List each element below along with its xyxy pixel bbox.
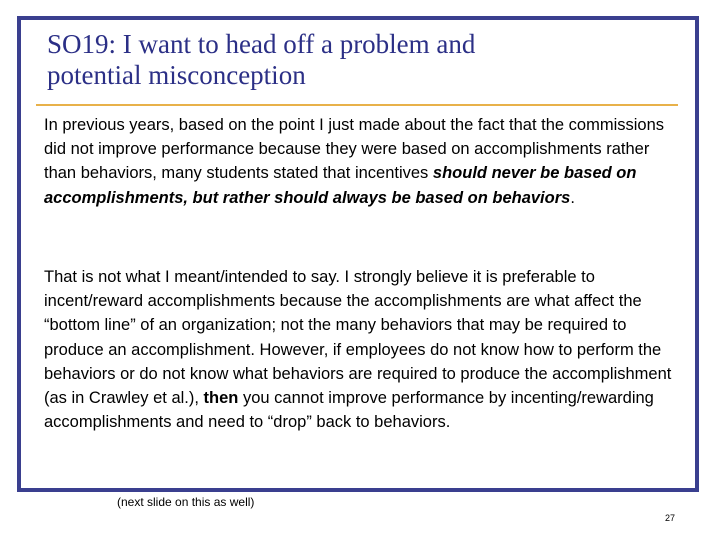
paragraph-1-emphasis: should never be based on accomplishments, but rather should always be based on behaviors: [44, 164, 637, 207]
footnote: (next slide on this as well): [117, 495, 255, 509]
paragraph-1: [44, 113, 684, 210]
paragraph-1-tail: .: [570, 188, 575, 207]
paragraph-1-lead: In previous years, based on the point I just made about the fact that the commissions did not improve performance because they were based on accomplishments rather than behaviors, many students stated that incentives: [44, 116, 665, 183]
slide-title: [47, 29, 667, 91]
paragraph-2-tail: you cannot improve performance by incenting/rewarding accomplishments and need to “drop” back to behaviors.: [44, 389, 654, 432]
slide-title-line-2: potential misconception: [47, 60, 306, 90]
title-divider: [36, 104, 678, 106]
paragraph-2-lead: That is not what I meant/intended to say. I strongly believe it is preferable to incent/reward accomplishments because the accomplishments are what affect the “bottom line” of an organization; not the many behaviors that may be required to produce an accomplishment. However, if employees do not know how to perform the behaviors or do not know what behaviors are required to produce the accomplishment (as in Crawley et al.),: [44, 268, 672, 408]
paragraph-2: [44, 265, 684, 434]
page-number: 27: [665, 513, 676, 523]
slide-title-line-1: SO19: I want to head off a problem and: [47, 29, 476, 59]
paragraph-2-emphasis: then: [203, 389, 239, 408]
